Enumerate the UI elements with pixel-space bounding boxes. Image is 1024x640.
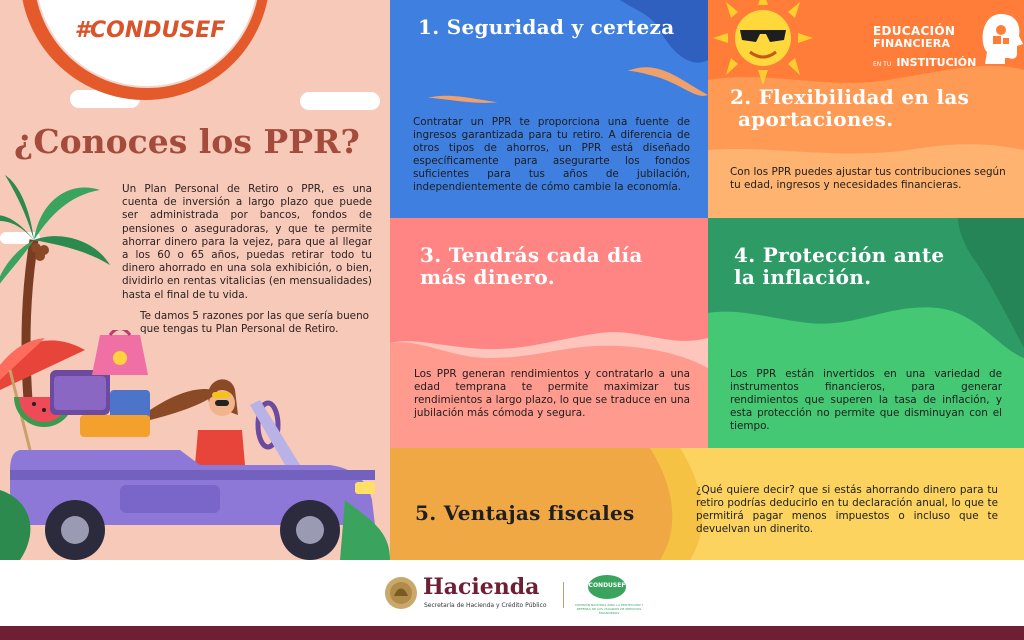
reason-title-2-line-1: 2. Flexibilidad en las xyxy=(730,85,970,109)
hashtag-label: #CONDUSEF xyxy=(74,18,226,43)
footer-bar xyxy=(0,626,1024,640)
hacienda-wordmark: Hacienda xyxy=(423,574,540,600)
reason-card-2 xyxy=(708,0,1024,218)
reason-title-2-line-2: aportaciones. xyxy=(738,107,894,131)
footer-divider xyxy=(563,582,564,608)
reason-title-3-line-2: más dinero. xyxy=(420,265,555,289)
puzzle-head-icon xyxy=(979,12,1023,64)
page-title: ¿Conoces los PPR? xyxy=(14,122,360,161)
reason-title-4-line-1: 4. Protección ante xyxy=(734,243,945,267)
reason-title-4-line-2: la inflación. xyxy=(734,265,872,289)
brand-line-3-small: EN TU xyxy=(873,61,892,68)
reason-body-1: Contratar un PPR te proporciona una fuente de ingresos garantizada para tu retiro. A diferencia de otros tipos de ahorros, un PPR está diseñado específicamente para asegurarte los fondos suficientes para tus años de jubilación, independientemente de cómo cambie la economía. xyxy=(413,116,690,193)
brand-line-1: EDUCACIÓN xyxy=(873,24,956,38)
sun-with-sunglasses-icon xyxy=(708,0,818,90)
badge-circle xyxy=(34,0,260,88)
intro-paragraph-2: Te damos 5 razones por las que sería bueno que tengas tu Plan Personal de Retiro. xyxy=(140,310,370,336)
convertible-car-illustration xyxy=(0,370,390,560)
reason-title-5: 5. Ventajas fiscales xyxy=(415,501,635,525)
condusef-wordmark: CONDUSEF xyxy=(588,582,626,589)
reason-card-5 xyxy=(390,448,1024,560)
hacienda-subtitle: Secretaría de Hacienda y Crédito Público xyxy=(424,602,547,609)
intro-panel xyxy=(0,0,390,560)
condusef-subtitle: COMISIÓN NACIONAL PARA LA PROTECCIÓN Y DEFENSA DE LOS USUARIOS DE SERVICIOS FINANCIEROS xyxy=(574,603,644,615)
intro-paragraph: Un Plan Personal de Retiro o PPR, es una cuenta de inversión a largo plazo que puede ser administrada por bancos, fondos de pensiones o aseguradoras, y que te permite ahorrar dinero para la vejez, para que al llegar a los 60 o 65 años, puedas retirar todo tu dinero ahorrado en una sola exhibición, o bien, dividirlo en rentas vitalicias (en mensualidades) hasta el final de tu vida. xyxy=(122,183,372,301)
reason-title-3-line-1: 3. Tendrás cada día xyxy=(420,243,643,267)
brand-line-3-bold: INSTITUCIÓN xyxy=(896,56,977,69)
cloud-decoration xyxy=(300,92,380,110)
reason-body-4: Los PPR están invertidos en una variedad de instrumentos financieros, para generar rendimientos que superen la tasa de inflación, y esta protección no permite que disminuyan con el tiempo. xyxy=(730,368,1002,432)
reason-card-4 xyxy=(708,218,1024,448)
brand-line-2: FINANCIERA xyxy=(873,37,951,50)
reason-card-1 xyxy=(390,0,708,218)
reason-title-1: 1. Seguridad y certeza xyxy=(418,15,675,39)
eagle-seal-icon xyxy=(384,576,418,610)
brand-educacion-financiera xyxy=(873,24,1023,74)
reason-body-2: Con los PPR puedes ajustar tus contribuciones según tu edad, ingresos y necesidades financieras. xyxy=(730,166,1006,191)
reason-card-3 xyxy=(390,218,708,448)
reason-body-3: Los PPR generan rendimientos y contratarlo a una edad temprana te permite maximizar tus rendimientos a largo plazo, lo que se traduce en una jubilación más cómoda y segura. xyxy=(414,368,690,419)
reason-body-5: ¿Qué quiere decir? que si estás ahorrando dinero para tu retiro podrías deducirlo en tu declaración anual, lo que te permitirá pagar menos impuestos o incluso que te devuelvan un dinerito. xyxy=(696,484,998,535)
footer xyxy=(0,560,1024,626)
